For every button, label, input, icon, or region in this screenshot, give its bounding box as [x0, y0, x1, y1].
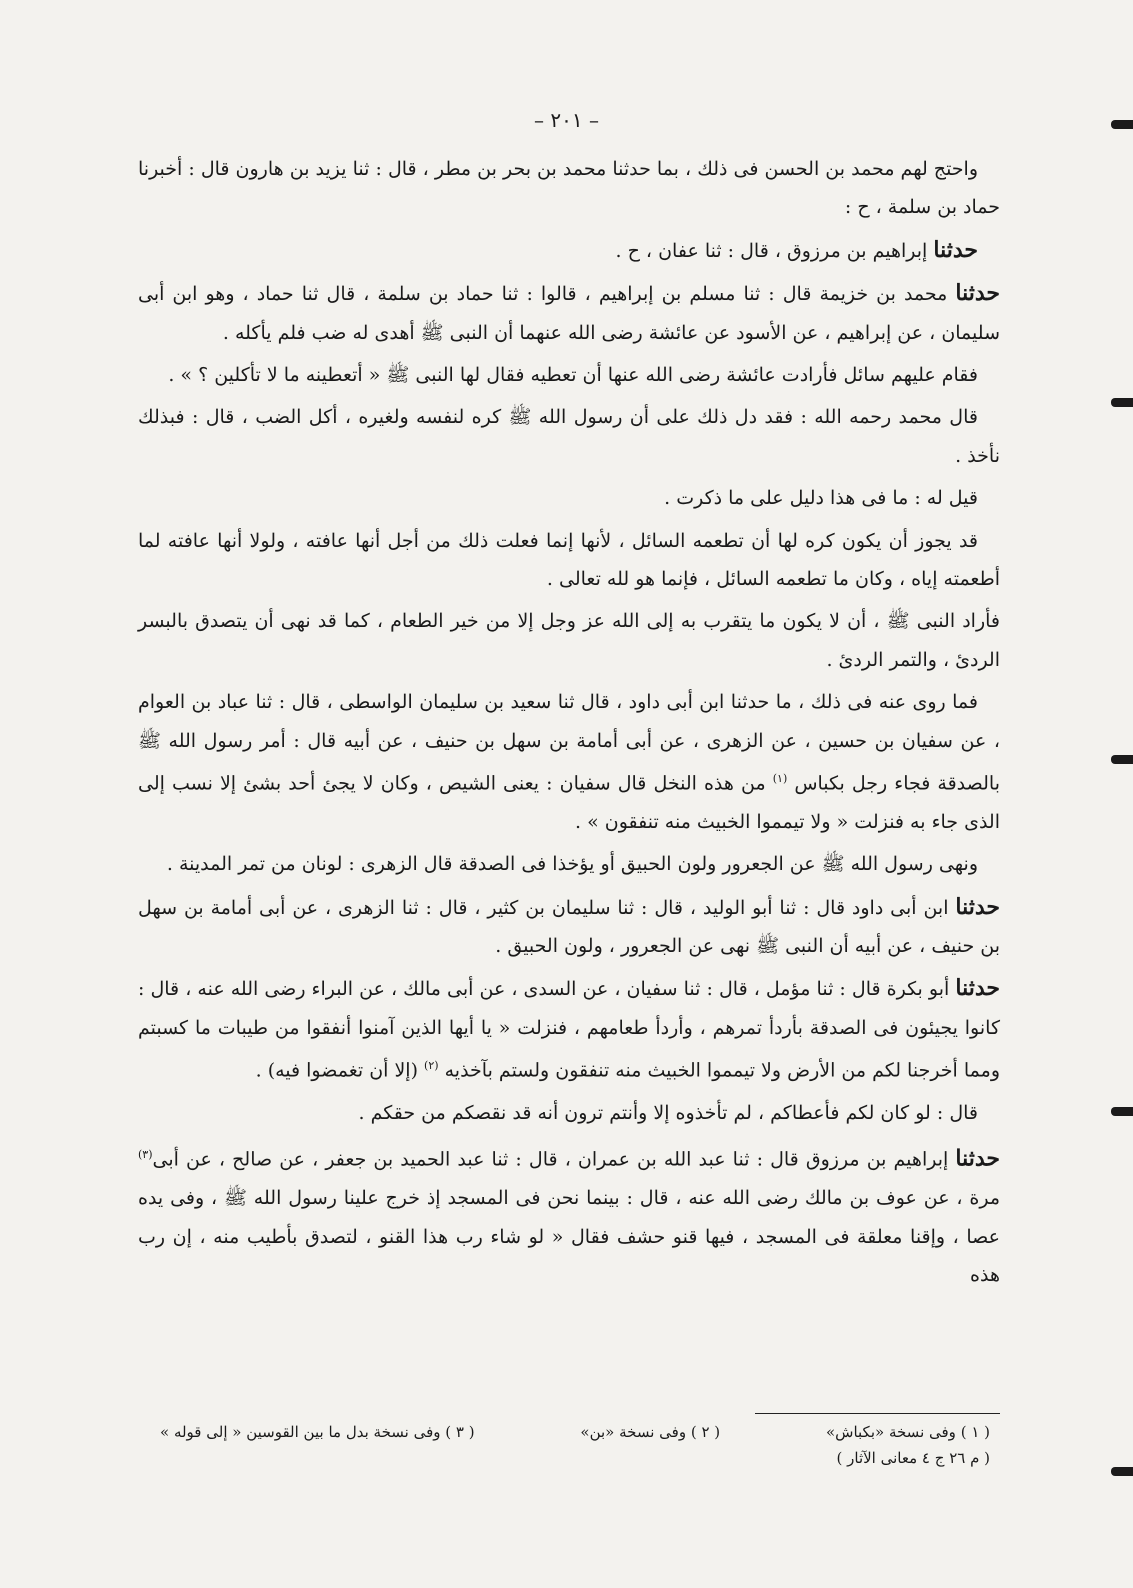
paragraph-text: (إلا أن تغمضوا فيه) .	[255, 1059, 418, 1082]
paragraph: قيل له : ما فى هذا دليل على ما ذكرت .	[664, 487, 978, 510]
paragraph: قال محمد رحمه الله : فقد دل ذلك على أن رسول الله ﷺ كره لنفسه ولغيره ، أكل الضب ، قال : فبذلك نأخذ .	[138, 406, 1000, 467]
paragraph: فأراد النبى ﷺ ، أن لا يكون ما يتقرب به إلى الله عز وجل إلا من خير الطعام ، كما قد نهى أن يتصدق بالبسر الردئ ، والتمر الردئ .	[138, 610, 1000, 671]
paragraph-text: مرة ، عن عوف بن مالك رضى الله عنه ، قال : بينما نحن فى المسجد إذ خرج علينا رسول الله ﷺ ، وفى يده عصا ، وإقنا معلقة فى المسجد ، فيها قنو حشف فقال « لو شاء رب هذا القنو ، لتصدق بأطيب منه ، إن رب هذه	[138, 1187, 1000, 1286]
paragraph	[138, 274, 1000, 352]
paragraph: واحتج لهم محمد بن الحسن فى ذلك ، بما حدثنا محمد بن بحر بن مطر ، قال : ثنا يزيد بن هارون قال : أخبرنا حماد بن سلمة ، ح :	[138, 158, 1000, 219]
footnote-3: ( ٣ ) وفى نسخة بدل ما بين القوسين « إلى قوله »	[160, 1423, 475, 1441]
paragraph	[138, 683, 1000, 841]
footnote-row	[160, 1420, 990, 1444]
body-text	[138, 150, 1000, 1298]
footnote-marker: (٣)	[138, 1148, 153, 1162]
paragraph	[138, 888, 1000, 966]
lead-word: حدثنا	[933, 236, 978, 263]
edge-mark	[1111, 755, 1133, 764]
volume-reference: ( م ٢٦ ج ٤ معانى الآثار )	[836, 1449, 990, 1467]
paragraph: قال : لو كان لكم فأعطاكم ، لم تأخذوه إلا وأنتم ترون أنه قد نقصكم من حقكم .	[358, 1102, 978, 1124]
footnotes	[160, 1420, 990, 1470]
page-number: – ٢٠١ –	[534, 108, 599, 132]
lead-word: حدثنا	[955, 1145, 1001, 1172]
lead-word: حدثنا	[955, 893, 1000, 920]
paragraph-text: إبراهيم بن مرزوق ، قال : ثنا عفان ، ح .	[615, 239, 928, 262]
paragraph	[138, 1136, 1000, 1294]
footnote-marker: (١)	[772, 772, 788, 786]
lead-word: حدثنا	[955, 975, 1000, 1002]
paragraph: ونهى رسول الله ﷺ عن الجعرور ولون الحبيق أو يؤخذا فى الصدقة قال الزهرى : لونان من تمر المدينة .	[166, 853, 978, 876]
paragraph-text: فما روى عنه فى ذلك ، ما حدثنا ابن أبى داود ، قال ثنا سعيد بن سليمان الواسطى ، قال : ثنا عباد بن العوام ، عن سفيان بن حسين ، عن الزهرى ، عن أبى أمامة بن سهل بن حنيف ، عن أبيه قال : أمر رسول الله ﷺ بالصدقة فجاء رجل بكباس	[138, 691, 1000, 795]
footnote-2: ( ٢ ) وفى نسخة «بن»	[580, 1423, 721, 1441]
paragraph-text: ابن أبى داود قال : ثنا أبو الوليد ، قال : ثنا سليمان بن كثير ، قال : ثنا الزهرى ، عن أبى أمامة بن سهل بن حنيف ، عن أبيه أن النبى ﷺ نهى عن الجعرور ، ولون الحبيق .	[138, 896, 1000, 958]
paragraph-text: أبو بكرة قال : ثنا مؤمل ، قال : ثنا سفيان ، عن السدى ، عن أبى مالك ، عن البراء رضى الله عنه ، قال : كانوا يجيئون فى الصدقة بأردأ تمرهم ، وأردأ طعامهم ، فنزلت « يا أيها الذين آمنوا أنفقوا من طيبات ما كسبتم ومما أخرجنا لكم من الأرض ولا تيمموا الخبيث منه تنفقون ولستم بآخذيه	[138, 978, 1000, 1082]
paragraph: قد يجوز أن يكون كره لها أن تطعمه السائل ، لأنها إنما فعلت ذلك من أجل أنها عافته ، ولولا أنها عافته لما أطعمته إياه ، وكان ما تطعمه السائل ، فإنما هو لله تعالى .	[138, 529, 1000, 591]
paragraph: فقام عليهم سائل فأرادت عائشة رضى الله عنها أن تعطيه فقال لها النبى ﷺ « أتعطينه ما لا تأكلين ؟ » .	[168, 364, 978, 387]
footnote-marker: (٢)	[424, 1059, 439, 1073]
paragraph-text: محمد بن خزيمة قال : ثنا مسلم بن إبراهيم ، قالوا : ثنا حماد بن سلمة ، قال ثنا حماد ، وهو ابن أبى سليمان ، عن إبراهيم ، عن الأسود عن عائشة رضى الله عنهما أن النبى ﷺ أهدى له ضب فلم يأكله .	[138, 283, 1000, 344]
paragraph	[138, 231, 1000, 270]
edge-mark	[1111, 398, 1133, 407]
footnote-divider	[755, 1413, 1000, 1414]
edge-mark	[1111, 1107, 1133, 1116]
lead-word: حدثنا	[955, 280, 1000, 307]
footnote-1: ( ١ ) وفى نسخة «بكباش»	[825, 1423, 990, 1441]
paragraph-text: إبراهيم بن مرزوق قال : ثنا عبد الله بن عمران ، قال : ثنا عبد الحميد بن جعفر ، عن صالح ، عن أبى	[152, 1148, 949, 1171]
edge-mark	[1111, 1467, 1133, 1476]
paragraph	[138, 969, 1000, 1090]
paragraph-text: من هذه النخل قال سفيان : يعنى الشيص ، وكان لا يجئ أحد بشئ إلا نسب إلى الذى جاء به فنزلت « ولا تيمموا الخبيث منه تنفقون » .	[138, 772, 1000, 833]
